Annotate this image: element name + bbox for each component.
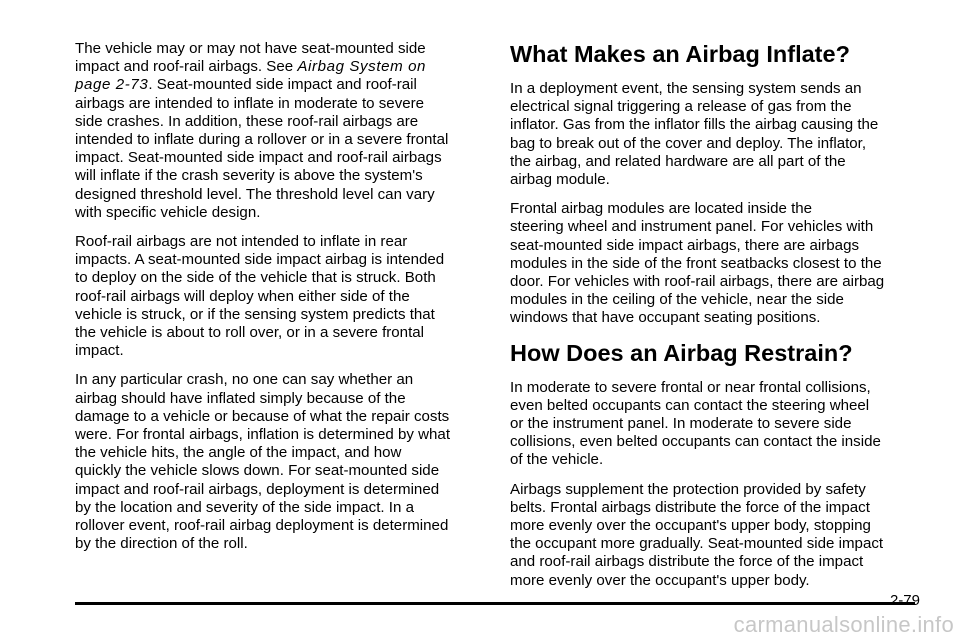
paragraph-text: Airbags supplement the protection provided by safety belts. Frontal airbags distribute the force of the impact more evenly over the occupant's upper body, stopping the occupant more gradually. Seat-mounted side impact and roof-rail airbags distribute the force of the impact more evenly over the occupant's upper body. — [510, 480, 884, 589]
paragraph-text: In a deployment event, the sensing system sends an electrical signal triggering a release of gas from the inflator. Gas from the inflator fills the airbag causing the bag to break out of the cover and deploy. The inflator, the airbag, and related hardware are all part of the airbag module. — [510, 80, 879, 189]
paragraph-text: The vehicle may or may not have seat-mounted side impact and roof-rail airbags. See — [75, 40, 426, 76]
paragraph-text: In any particular crash, no one can say whether an airbag should have inflated simply because of the damage to a vehicle or because of what the repair costs were. For frontal airbags, inflation is determined by what the vehicle hits, the angle of the impact, and how quickly the vehicle slows down. For seat-mounted side impact and roof-rail airbags, deployment is determined by the location and severity of the side impact. In a rollover event, roof-rail airbag deployment is determined by the direction of the roll. — [75, 371, 451, 553]
paragraph-deployment-event — [510, 80, 916, 189]
section-heading-airbag-restrain: How Does an Airbag Restrain? — [510, 339, 853, 366]
section-heading-airbag-inflate: What Makes an Airbag Inflate? — [510, 41, 850, 67]
left-column — [75, 40, 483, 564]
paragraph-airbags-supplement — [510, 481, 916, 590]
paragraph-text: Frontal airbag modules are located inside the steering wheel and instrument panel. For vehicles with seat-mounted side impact airbags, there are airbags modules in the side of the front seatbacks closest to the door. For vehicles with roof-rail airbags, there are airbag modules in the ceiling of the vehicle, near the side windows that have occupant seating positions. — [510, 200, 885, 327]
watermark: carmanualsonline.info — [733, 612, 954, 637]
paragraph-text: Roof-rail airbags are not intended to inflate in rear impacts. A seat-mounted side impact airbag is intended to deploy on the side of the vehicle that is struck. Both roof-rail airbags will deploy when either side of the vehicle is struck, or if the sensing system predicts that the vehicle is about to roll over, or in a severe frontal impact. — [75, 233, 445, 360]
page-number: 2-79 — [889, 592, 920, 609]
cross-reference-link[interactable]: Airbag System on page 2-73 — [75, 58, 427, 94]
paragraph-text: . Seat-mounted side impact and roof-rail airbags are intended to inflate in moderate to severe side crashes. In addition, these roof-rail airbags are intended to inflate during a rollover or in a severe frontal impact. Seat-mounted side impact and roof-rail airbags will inflate if the crash severity is above the system's designed threshold level. The threshold level can vary with specific vehicle design. — [75, 76, 449, 221]
footer-rule — [75, 602, 915, 605]
paragraph-collisions — [510, 379, 916, 470]
paragraph-text: In moderate to severe frontal or near frontal collisions, even belted occupants can contact the steering wheel or the instrument panel. In moderate to severe side collisions, even belted occupants can contact the inside of the vehicle. — [510, 378, 881, 469]
right-column — [510, 40, 916, 601]
paragraph-crash-inflation — [75, 371, 483, 553]
paragraph-side-impact-airbags — [75, 40, 483, 222]
paragraph-airbag-modules — [510, 200, 916, 327]
paragraph-roof-rail-airbags — [75, 233, 483, 360]
